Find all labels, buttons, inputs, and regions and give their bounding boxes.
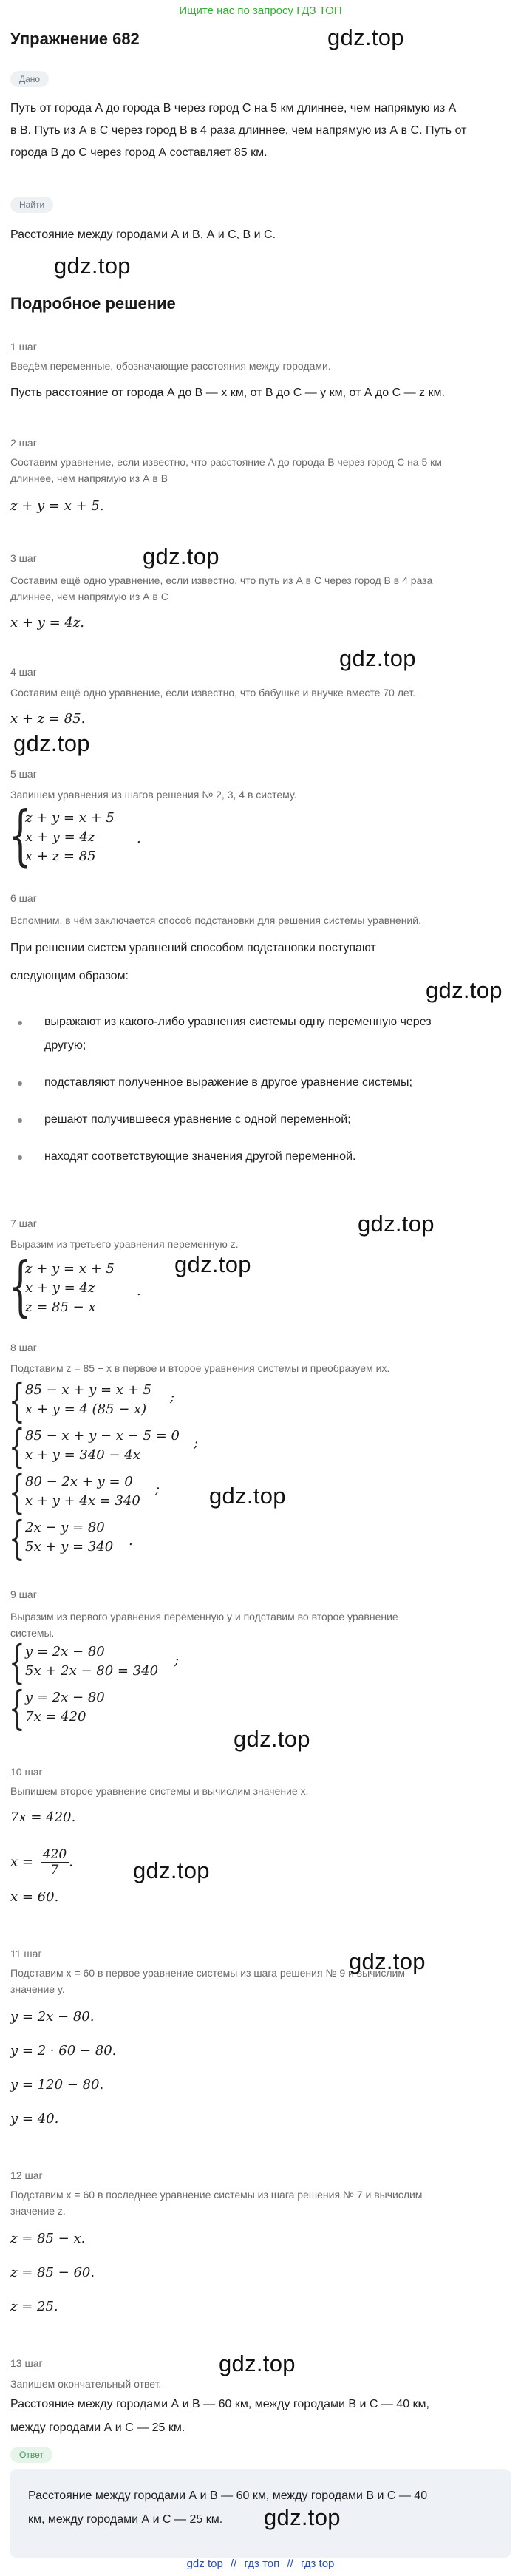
system-brace: { xyxy=(9,1681,25,1735)
step-text: При решении систем уравнений способом подстановки поступают xyxy=(10,942,376,954)
bullet-marker xyxy=(18,1081,22,1086)
step-note: Подставим z = 85 − x в первое и второе уравнения системы и преобразуем их. xyxy=(10,1362,390,1374)
equation: y = 2x − 80. xyxy=(10,2009,95,2025)
answer-text: км, между городами А и С — 25 км. xyxy=(28,2513,223,2526)
system-brace: { xyxy=(9,1248,32,1324)
step-label: 6 шаг xyxy=(10,892,37,904)
system-brace: { xyxy=(9,797,32,873)
watermark: gdz.top xyxy=(264,2504,341,2530)
footer-links xyxy=(0,2558,521,2570)
step-note: Составим ещё одно уравнение, если известно, что путь из А в С через город В в 4 раза xyxy=(10,574,433,586)
step-note: Подставим x = 60 в последнее уравнение системы из шага решения № 7 и вычислим xyxy=(10,2189,423,2201)
step-text: следующим образом: xyxy=(10,970,129,982)
list-item: решают получившееся уравнение с одной переменной; xyxy=(44,1113,351,1126)
step-label: 10 шаг xyxy=(10,1766,43,1778)
footer-link[interactable]: гдз top xyxy=(300,2558,335,2570)
equation: y = 40. xyxy=(10,2111,59,2127)
equation: z = 25. xyxy=(10,2299,58,2314)
equation: x + y = 4z. xyxy=(10,615,85,631)
system-brace: { xyxy=(9,1465,25,1519)
top-search-link[interactable]: Ищите нас по запросу ГДЗ ТОП xyxy=(179,4,342,17)
step-note: Выпишем второе уравнение системы и вычислим значение x. xyxy=(10,1785,309,1797)
watermark: gdz.top xyxy=(174,1251,251,1277)
equation: z = 85 − 60. xyxy=(10,2265,95,2280)
list-item: подставляют полученное выражение в другое уравнение системы; xyxy=(44,1076,412,1089)
find-badge: Найти xyxy=(10,197,53,213)
step-label: 5 шаг xyxy=(10,768,37,780)
watermark: gdz.top xyxy=(327,24,404,50)
equation: x = 60. xyxy=(10,1889,59,1905)
watermark: gdz.top xyxy=(54,253,131,279)
step-note: Составим уравнение, если известно, что расстояние А до города В через город С на 5 км xyxy=(10,456,442,468)
watermark: gdz.top xyxy=(143,543,219,569)
step-note: Вспомним, в чём заключается способ подстановки для решения системы уравнений. xyxy=(10,914,421,926)
watermark: gdz.top xyxy=(349,1948,426,1974)
list-item: другую; xyxy=(44,1039,86,1052)
watermark: gdz.top xyxy=(13,730,90,756)
step-label: 9 шаг xyxy=(10,1588,37,1600)
watermark: gdz.top xyxy=(219,2351,296,2376)
equation: 7x = 420. xyxy=(10,1809,76,1825)
step-text: Пусть расстояние от города А до В — x км, от В до С — y км, от А до С — z км. xyxy=(10,387,445,399)
list-item: находят соответствующие значения другой переменной. xyxy=(44,1150,356,1163)
step-note: длиннее, чем напрямую из А в С xyxy=(10,591,168,602)
equation: y = 120 − 80. xyxy=(10,2077,104,2093)
answer-badge: Ответ xyxy=(10,2447,52,2463)
step-note: Составим ещё одно уравнение, если известно, что бабушке и внучке вместе 70 лет. xyxy=(10,687,415,699)
step-note: длиннее, чем напрямую из А в В xyxy=(10,472,168,484)
list-item: выражают из какого-либо уравнения системы одну переменную через xyxy=(44,1016,432,1028)
step-note: значение y. xyxy=(10,1983,65,1995)
given-line-1: Путь от города А до города В через город С на 5 км длиннее, чем напрямую из А xyxy=(10,102,457,115)
step-label: 8 шаг xyxy=(10,1342,37,1353)
page-title: Упражнение 682 xyxy=(10,30,140,48)
step-label: 1 шаг xyxy=(10,341,37,353)
step-note: Введём переменные, обозначающие расстояния между городами. xyxy=(10,360,331,372)
step-note: Подставим x = 60 в первое уравнение системы из шага решения № 9 и вычислим xyxy=(10,1967,405,1979)
solution-heading: Подробное решение xyxy=(10,294,176,313)
step-label: 3 шаг xyxy=(10,552,37,564)
equation: x = $\frac{420}{7}$ . xyxy=(10,1847,73,1877)
step-label: 13 шаг xyxy=(10,2357,43,2369)
watermark: gdz.top xyxy=(426,977,503,1003)
step-label: 12 шаг xyxy=(10,2169,43,2181)
given-line-2: в В. Путь из А в С через город В в 4 раза длиннее, чем напрямую из А в С. Путь от xyxy=(10,124,467,137)
watermark: gdz.top xyxy=(209,1483,286,1509)
step-note: системы. xyxy=(10,1627,55,1639)
given-line-3: города В до С через город А составляет 85 км. xyxy=(10,146,268,159)
bullet-marker xyxy=(18,1155,22,1160)
step-text: Расстояние между городами А и В — 60 км, между городами В и С — 40 км, xyxy=(10,2398,429,2410)
bullet-marker xyxy=(18,1118,22,1123)
footer-link[interactable]: gdz top xyxy=(186,2558,223,2570)
step-label: 11 шаг xyxy=(10,1948,42,1960)
system-brace: { xyxy=(9,1635,25,1689)
answer-text: Расстояние между городами А и В — 60 км, между городами В и С — 40 xyxy=(28,2490,428,2502)
watermark: gdz.top xyxy=(339,645,416,671)
equation: y = 2 · 60 − 80. xyxy=(10,2043,117,2059)
step-note: Запишем уравнения из шагов решения № 2, 3, 4 в систему. xyxy=(10,789,297,801)
given-badge: Дано xyxy=(10,71,49,87)
step-label: 2 шаг xyxy=(10,437,37,449)
find-text: Расстояние между городами А и В, А и С, В и С. xyxy=(10,228,276,241)
footer-separator: // xyxy=(287,2558,293,2570)
watermark: gdz.top xyxy=(133,1858,210,1883)
step-label: 7 шаг xyxy=(10,1217,37,1229)
footer-link[interactable]: гдз топ xyxy=(244,2558,280,2570)
step-note: значение z. xyxy=(10,2205,66,2217)
system-brace: { xyxy=(9,1373,25,1427)
watermark: gdz.top xyxy=(358,1211,435,1237)
system-brace: { xyxy=(9,1419,25,1473)
watermark: gdz.top xyxy=(234,1726,310,1752)
bullet-marker xyxy=(18,1021,22,1025)
step-note: Выразим из первого уравнения переменную y и подставим во второе уравнение xyxy=(10,1611,398,1622)
system-brace: { xyxy=(9,1511,25,1565)
footer-separator: // xyxy=(230,2558,237,2570)
equation: x + z = 85. xyxy=(10,711,86,727)
step-note: Запишем окончательный ответ. xyxy=(10,2378,162,2390)
equation: z + y = x + 5. xyxy=(10,498,104,514)
step-note: Выразим из третьего уравнения переменную z. xyxy=(10,1238,239,1250)
equation: z = 85 − x. xyxy=(10,2231,86,2246)
step-text: между городами А и С — 25 км. xyxy=(10,2422,185,2434)
step-label: 4 шаг xyxy=(10,666,37,678)
